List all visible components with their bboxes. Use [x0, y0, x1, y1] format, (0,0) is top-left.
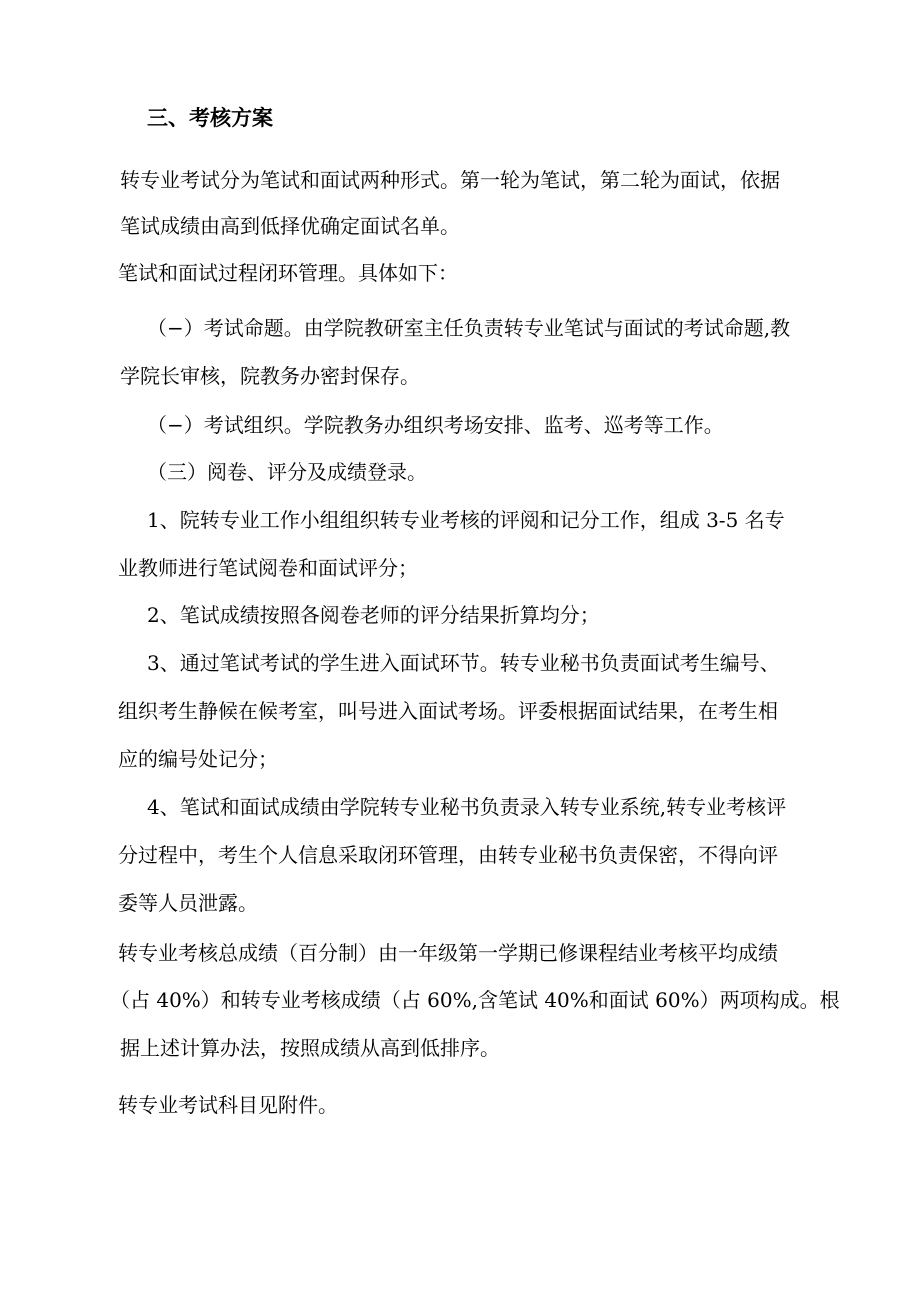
text-line-2: 笔试成绩由高到低择优确定面试名单。 [120, 214, 460, 238]
text-line-10: 2、笔试成绩按照各阅卷老师的评分结果折算均分； [147, 603, 600, 627]
section-heading: 三、考核方案 [147, 105, 273, 130]
text-line-4: （−）考试命题。由学院教研室主任负责转专业笔试与面试的考试命题,教 [147, 316, 791, 340]
text-line-9: 业教师进行笔试阅卷和面试评分； [118, 556, 418, 580]
text-line-7: （三）阅卷、评分及成绩登录。 [147, 460, 427, 484]
text-line-15: 分过程中，考生个人信息采取闭环管理，由转专业秘书负责保密，不得向评 [118, 843, 778, 867]
text-line-1: 转专业考试分为笔试和面试两种形式。第一轮为笔试，第二轮为面试，依据 [120, 168, 780, 192]
text-line-11: 3、通过笔试考试的学生进入面试环节。转专业秘书负责面试考生编号、 [147, 651, 780, 675]
text-line-5: 学院长审核，院教务办密封保存。 [120, 364, 420, 388]
text-line-3: 笔试和面试过程闭环管理。具体如下： [118, 261, 458, 285]
text-line-16: 委等人员泄露。 [118, 891, 258, 915]
text-line-18: （占 40%）和转专业考核成绩（占 60%,含笔试 40%和面试 60%）两项构成。根 [110, 988, 840, 1012]
text-line-6: （−）考试组织。学院教务办组织考场安排、监考、巡考等工作。 [147, 413, 724, 437]
text-line-19: 据上述计算办法，按照成绩从高到低排序。 [120, 1036, 500, 1060]
text-line-14: 4、笔试和面试成绩由学院转专业秘书负责录入转专业系统,转专业考核评 [147, 795, 787, 819]
text-line-17: 转专业考核总成绩（百分制）由一年级第一学期已修课程结业考核平均成绩 [118, 941, 778, 965]
text-line-13: 应的编号处记分； [118, 747, 278, 771]
text-line-12: 组织考生静候在候考室，叫号进入面试考场。评委根据面试结果，在考生相 [118, 699, 778, 723]
text-line-8: 1、院转专业工作小组组织转专业考核的评阅和记分工作，组成 3-5 名专 [147, 508, 785, 532]
text-line-20: 转专业考试科目见附件。 [118, 1093, 338, 1117]
